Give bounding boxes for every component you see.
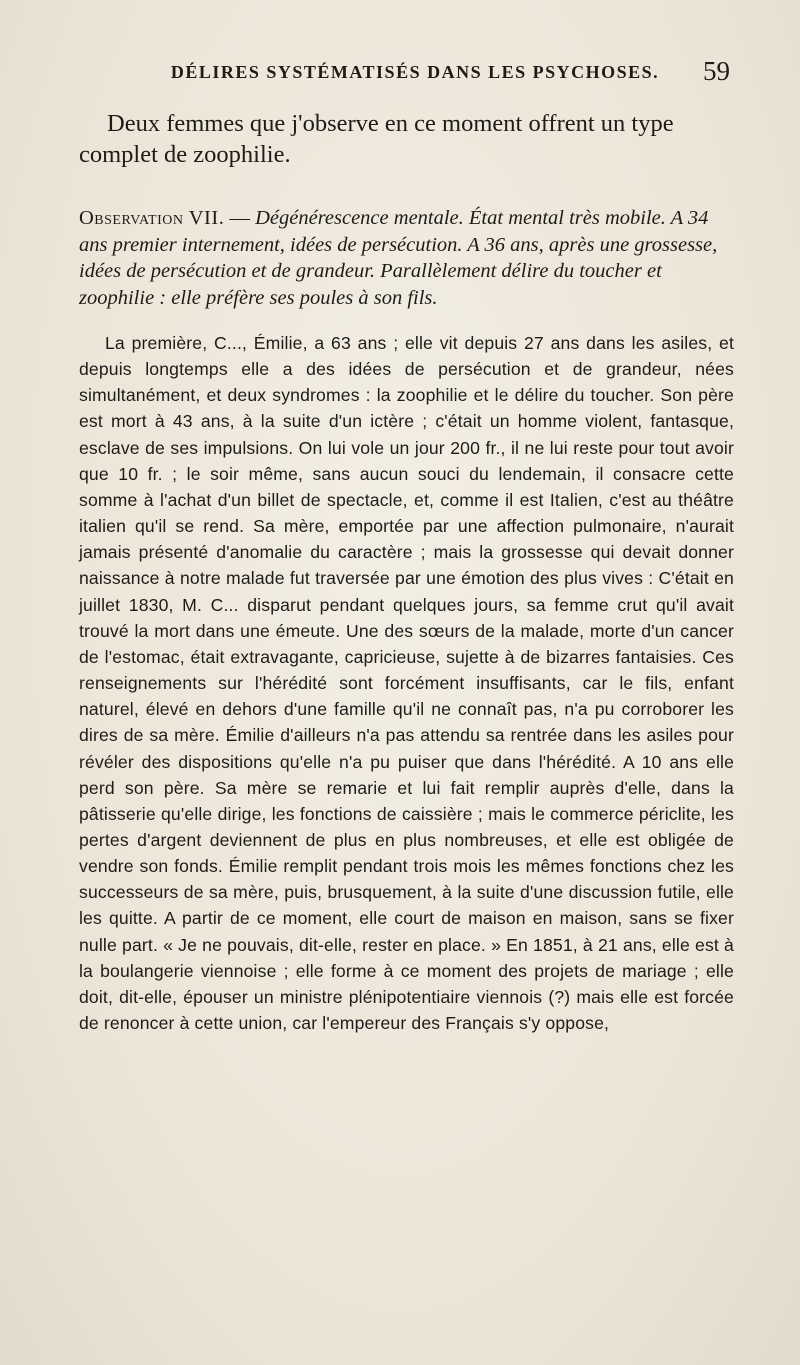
observation-heading xyxy=(79,205,734,311)
observation-title: Dégénérescence mentale. État mental très mobile. A 34 ans premier internement, idées de persécution. A 36 ans, après une grossesse, idées de persécution et de grandeur. Parallèlement délire du toucher et zoophilie : elle préfère ses poules à son fils. xyxy=(79,207,718,309)
page-number: 59 xyxy=(703,56,730,86)
running-title: DÉLIRES SYSTÉMATISÉS DANS LES PSYCHOSES. xyxy=(170,62,660,82)
observation-label: Observation VII. xyxy=(79,207,225,229)
body-paragraph: La première, C..., Émilie, a 63 ans ; elle vit depuis 27 ans dans les asiles, et depuis longtemps elle a des idées de persécution et de grandeur, nées simultanément, et deux syndromes : la zoophilie et le délire du toucher. Son père est mort à 43 ans, à la suite d'un ictère ; c'était un homme violent, fantasque, esclave de ses impulsions. On lui vole un jour 200 fr., il ne lui reste pour tout avoir que 10 fr. ; le soir même, sans aucun souci du lendemain, il consacre cette somme à l'achat d'un billet de spectacle, et, comme il est Italien, c'est au théâtre italien qu'il se rend. Sa mère, emportée par une affection pulmonaire, n'aurait jamais présenté d'anomalie du caractère ; mais la grossesse qui devait donner naissance à notre malade fut traversée par une émotion des plus vives : C'était en juillet 1830, M. C... disparut pendant quelques jours, sa femme crut qu'il avait trouvé la mort dans une émeute. Une des sœurs de la malade, morte d'un cancer de l'estomac, était extravagante, capricieuse, sujette à de bizarres fantaisies. Ces renseignements sur l'hérédité sont forcément insuffisants, car le fils, enfant naturel, élevé en dehors d'une famille qu'il ne connaît pas, n'a pu corroborer les dires de sa mère. Émilie d'ailleurs n'a pas attendu sa rentrée dans les asiles pour révéler des dispositions qu'elle n'a pu puiser que dans l'hérédité. A 10 ans elle perd son père. Sa mère se remarie et lui fait remplir auprès d'elle, dans la pâtisserie qu'elle dirige, les fonctions de caissière ; mais le commerce périclite, les pertes d'argent deviennent de plus en plus nombreuses, et elle est obligée de vendre son fonds. Émilie remplit pendant trois mois les mêmes fonctions chez les successeurs de sa mère, puis, brusquement, à la suite d'une discussion futile, elle les quitte. A partir de ce moment, elle court de maison en maison, sans se fixer nulle part. « Je ne pouvais, dit-elle, rester en place. » En 1851, à 21 ans, elle est à la boulangerie viennoise ; elle forme à ce moment des projets de mariage ; elle doit, dit-elle, épouser un ministre plénipotentiaire viennois (?) mais elle est forcée de renoncer à cette union, car l'empereur des Français s'y oppose, xyxy=(79,333,734,1034)
running-head xyxy=(100,56,730,96)
observation-dash: — xyxy=(224,207,256,229)
intro-paragraph: Deux femmes que j'observe en ce moment offrent un type complet de zoophilie. xyxy=(79,110,674,168)
